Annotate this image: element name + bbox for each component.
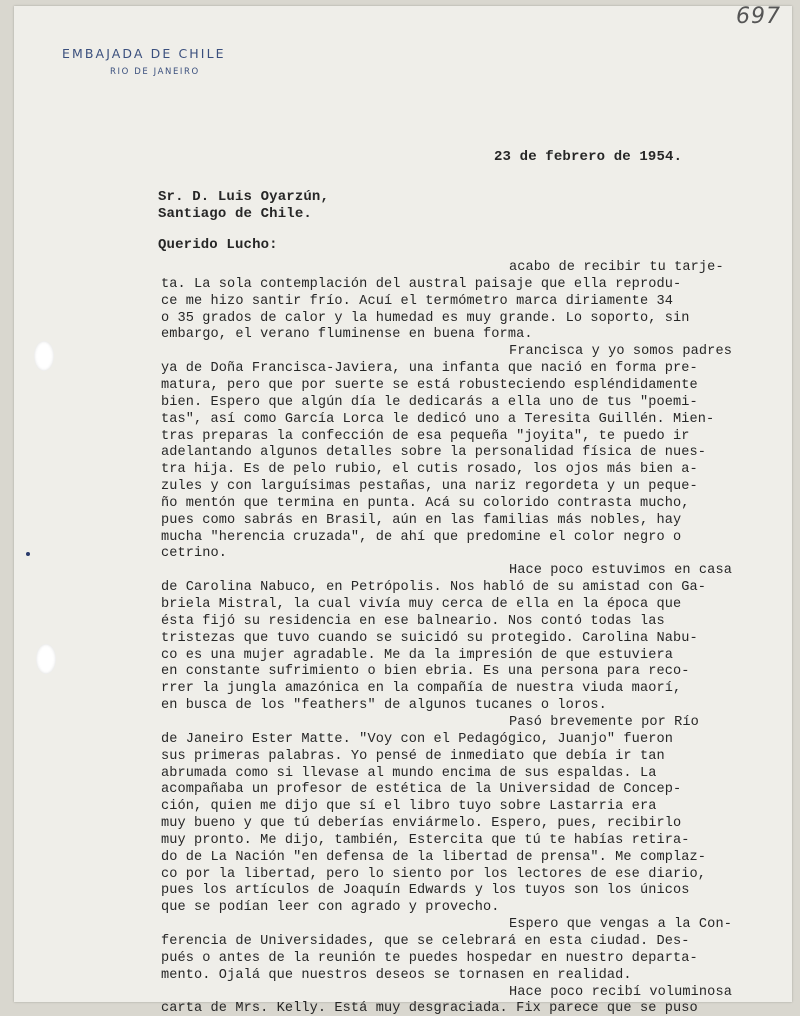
body-line: Hace poco estuvimos en casa (509, 563, 732, 579)
body-line: que se podían leer con agrado y provecho. (161, 900, 500, 916)
body-line: en constante sufrimiento o bien ebria. Es una persona para reco- (161, 664, 690, 680)
body-line: Pasó brevemente por Río (509, 714, 699, 730)
body-line: tristezas que tuvo cuando se suicidó su protegido. Carolina Nabu- (161, 630, 698, 646)
body-line: sus primeras palabras. Yo pensé de inmediato que debía ir tan (161, 748, 665, 764)
body-line: carta de Mrs. Kelly. Está muy desgraciada. Fix parece que se puso (161, 1001, 698, 1016)
body-line: rrer la jungla amazónica en la compañía de nuestra viuda maorí, (161, 681, 682, 697)
body-line: ción, quien me dijo que sí el libro tuyo sobre Lastarria era (161, 799, 657, 815)
body-line: do de La Nación "en defensa de la libertad de prensa". Me complaz- (161, 849, 706, 865)
letterhead-embassy: EMBAJADA DE CHILE (62, 46, 226, 61)
body-line: de Janeiro Ester Matte. "Voy con el Pedagógico, Juanjo" fueron (161, 731, 673, 747)
body-line: mucha "herencia cruzada", de ahí que predomine el color negro o (161, 529, 682, 545)
body-line: ce me hizo santir frío. Acuí el termómetro marca diriamente 34 (161, 293, 673, 309)
salutation: Querido Lucho: (158, 237, 278, 253)
recipient-line: Sr. D. Luis Oyarzún, (158, 189, 330, 205)
body-line: Hace poco recibí voluminosa (509, 984, 732, 1000)
body-line: pues como sabrás en Brasil, aún en las familias más nobles, hay (161, 512, 682, 528)
body-line: bien. Espero que algún día le dedicarás a ella uno de tus "poemi- (161, 394, 698, 410)
body-line: cetrino. (161, 546, 228, 562)
letter-date: 23 de febrero de 1954. (494, 149, 683, 165)
body-line: ya de Doña Francisca-Javiera, una infanta que nació en forma pre- (161, 361, 698, 377)
body-line: ta. La sola contemplación del austral paisaje que ella reprodu- (161, 276, 682, 292)
body-line: embargo, el verano fluminense en buena forma. (161, 327, 533, 343)
letterhead (62, 46, 226, 77)
body-line: tra hija. Es de pelo rubio, el cutis rosado, los ojos más bien a- (161, 462, 698, 478)
body-line: abrumada como si llevase al mundo encima de sus espaldas. La (161, 765, 657, 781)
body-line: Espero que vengas a la Con- (509, 917, 732, 933)
body-line: tras preparas la confección de esa pequeña "joyita", te puedo ir (161, 428, 690, 444)
recipient-address (158, 189, 329, 223)
body-line: co por la libertad, pero lo siento por los lectores de ese diario, (161, 866, 706, 882)
body-line: mento. Ojalá que nuestros deseos se tornasen en realidad. (161, 967, 632, 983)
body-line: ño mentón que termina en punta. Acá su colorido contrasta mucho, (161, 495, 690, 511)
body-line: tas", así como García Lorca le dedicó uno a Teresita Guillén. Mien- (161, 411, 715, 427)
letterhead-city: RIO DE JANEIRO (110, 67, 200, 77)
recipient-line: Santiago de Chile. (158, 206, 312, 222)
body-line: Francisca y yo somos padres (509, 344, 732, 360)
body-line: briela Mistral, la cual vivía muy cerca de ella en la época que (161, 597, 682, 612)
body-line: pués o antes de la reunión te puedes hospedar en nuestro departa- (161, 950, 698, 966)
punch-hole-lower (36, 644, 56, 674)
body-line: muy bueno y que tú deberías enviármelo. Espero, pues, recibirlo (161, 816, 682, 832)
body-line: acompañaba un profesor de estética de la Universidad de Concep- (161, 782, 682, 798)
body-line: ésta fijó su residencia en ese balneario. Nos contó todas las (161, 613, 665, 629)
letter-page (14, 4, 792, 1016)
body-line: adelantando algunos detalles sobre la personalidad física de nues- (161, 445, 706, 461)
archive-number: 697 (736, 4, 781, 29)
body-line: de Carolina Nabuco, en Petrópolis. Nos habló de su amistad con Ga- (161, 580, 706, 596)
body-line: matura, pero que por suerte se está robusteciendo espléndidamente (161, 377, 698, 393)
ink-dot (26, 552, 30, 556)
body-line: co es una mujer agradable. Me da la impresión de que estuviera (161, 647, 673, 663)
punch-hole-upper (34, 341, 54, 371)
body-line: ferencia de Universidades, que se celebrará en esta ciudad. Des- (161, 934, 690, 949)
body-line: zules y con larguísimas pestañas, una nariz regordeta y un peque- (161, 479, 698, 495)
body-line: acabo de recibir tu tarje- (509, 260, 724, 275)
body-line: muy pronto. Me dijo, también, Estercita que tú te habías retira- (161, 832, 690, 848)
body-line: en busca de los "feathers" de algunos tucanes o loros. (161, 698, 607, 714)
body-line: o 35 grados de calor y la humedad es muy grande. Lo soporto, sin (161, 310, 690, 326)
body-line: pues los artículos de Joaquín Edwards y los tuyos son los únicos (161, 883, 690, 899)
